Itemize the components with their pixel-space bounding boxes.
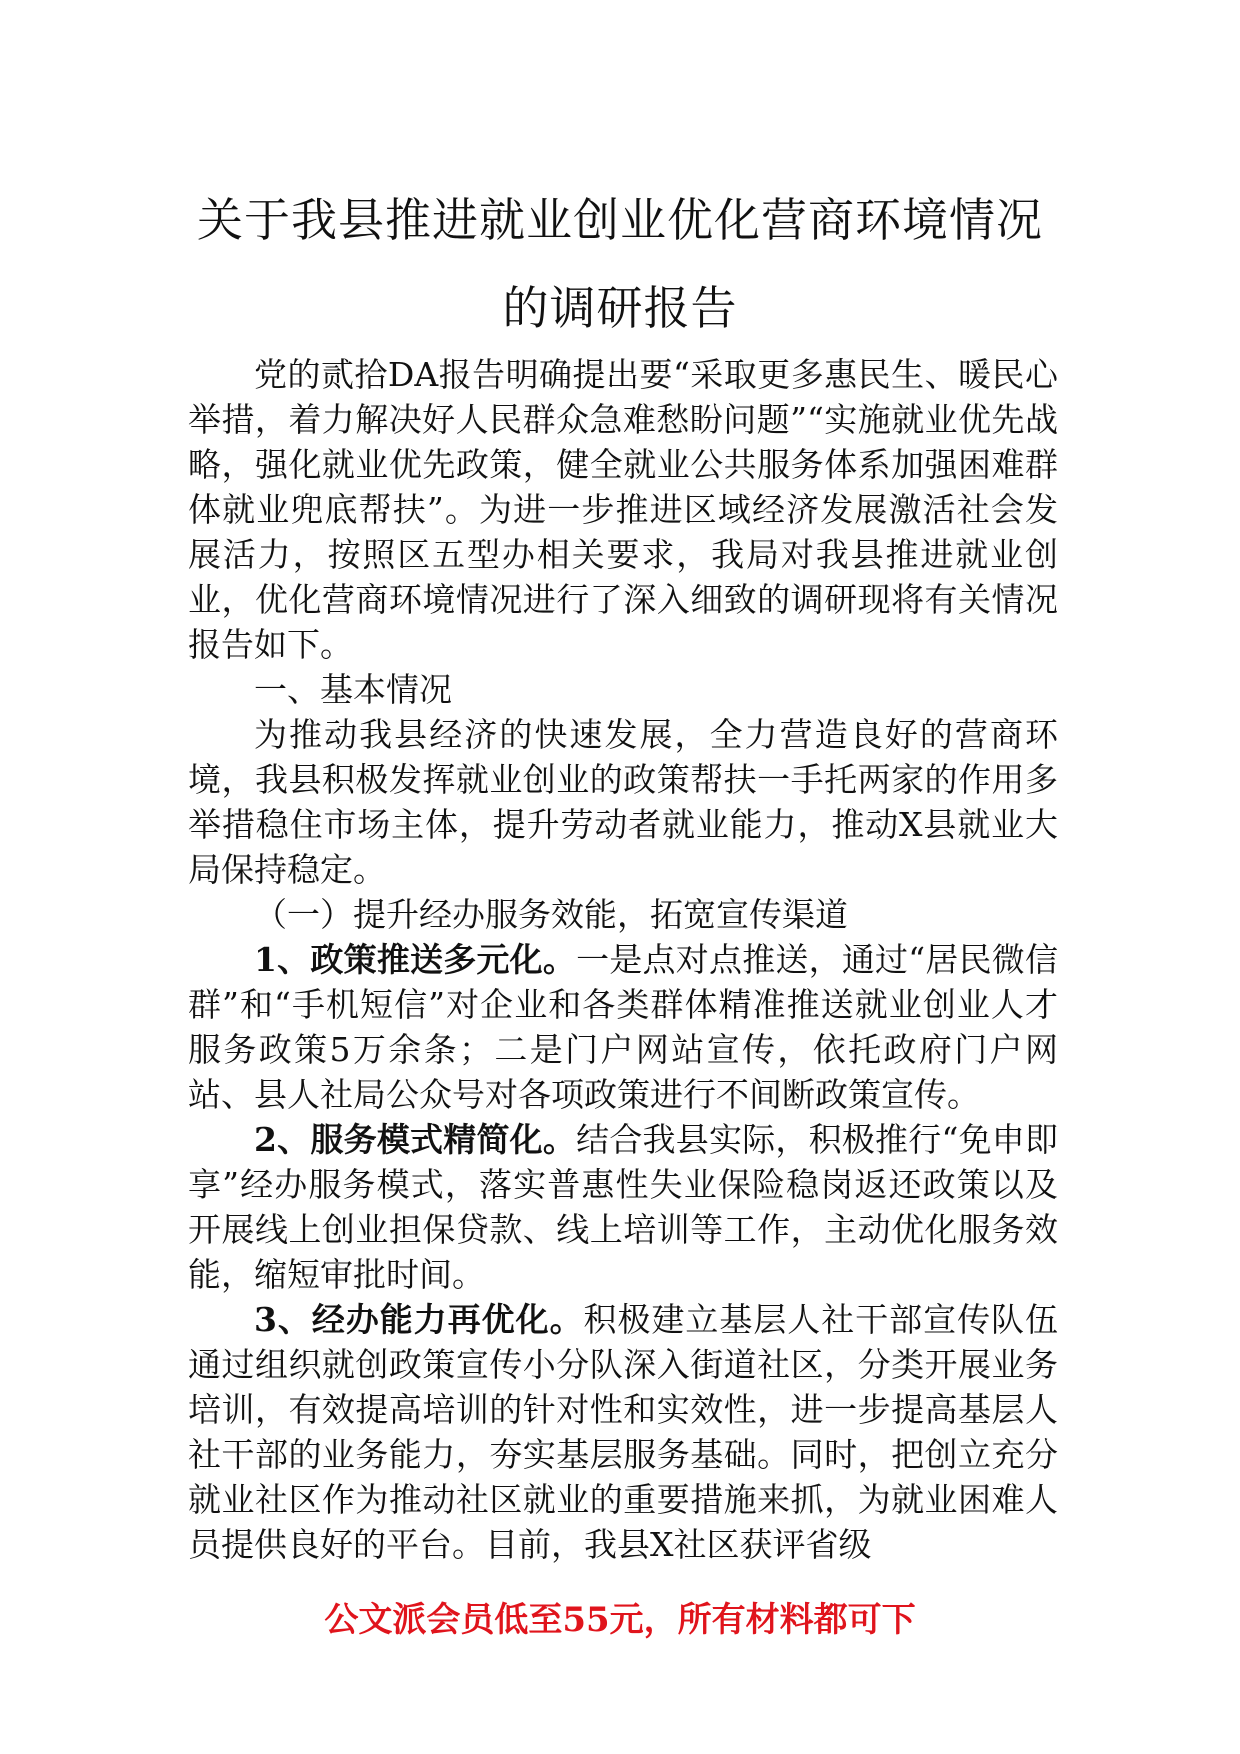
footer-promo-text: 公文派会员低至55元，所有材料都可下 [324, 1600, 916, 1640]
paragraph-body-handling-capacity: 积极建立基层人社干部宣传队伍通过组织就创政策宣传小分队深入街道社区，分类开展业务培训，有效提高培训的针对性和实效性，进一步提高基层人社干部的业务能力，夯实基层服务基础。同时，把创立充分就业社区作为推动社区就业的重要措施来抓，为就业困难人员提供良好的平台。目前，我县X社区获评省级 [188, 1300, 1058, 1564]
paragraph-lead-policy-push: 1、政策推送多元化。 [254, 940, 577, 979]
subsection-heading-service-efficiency: （一）提升经办服务效能，拓宽宣传渠道 [254, 895, 848, 934]
paragraph-basic-situation: 为推动我县经济的快速发展，全力营造良好的营商环境，我县积极发挥就业创业的政策帮扶一手托两家的作用多举措稳住市场主体，提升劳动者就业能力，推动X县就业大局保持稳定。 [188, 715, 1058, 889]
paragraph-lead-service-mode: 2、服务模式精简化。 [254, 1120, 577, 1159]
paragraph-service-mode [188, 1117, 1058, 1297]
paragraph-handling-capacity [188, 1297, 1058, 1567]
paragraph-intro: 党的贰拾DA报告明确提出要“采取更多惠民生、暖民心举措，着力解决好人民群众急难愁盼问题”“实施就业优先战略，强化就业优先政策，健全就业公共服务体系加强困难群体就业兜底帮扶”。为进一步推进区域经济发展激活社会发展活力，按照区五型办相关要求，我局对我县推进就业创业，优化营商环境情况进行了深入细致的调研现将有关情况报告如下。 [188, 355, 1058, 664]
paragraph-lead-handling-capacity: 3、经办能力再优化。 [254, 1300, 584, 1339]
section-heading-basic-situation: 一、基本情况 [254, 670, 452, 709]
paragraph-policy-push [188, 937, 1058, 1117]
paragraph-body-policy-push: 一是点对点推送，通过“居民微信群”和“手机短信”对企业和各类群体精准推送就业创业人才服务政策5万余条；二是门户网站宣传，依托政府门户网站、县人社局公众号对各项政策进行不间断政策宣传。 [188, 940, 1059, 1114]
paragraph-body-service-mode: 结合我县实际，积极推行“免申即享”经办服务模式，落实普惠性失业保险稳岗返还政策以及开展线上创业担保贷款、线上培训等工作，主动优化服务效能，缩短审批时间。 [188, 1120, 1059, 1294]
document-title-line-1: 关于我县推进就业创业优化营商环境情况 [197, 193, 1043, 247]
document-body [188, 352, 1058, 1567]
document-title-line-2: 的调研报告 [502, 281, 738, 335]
